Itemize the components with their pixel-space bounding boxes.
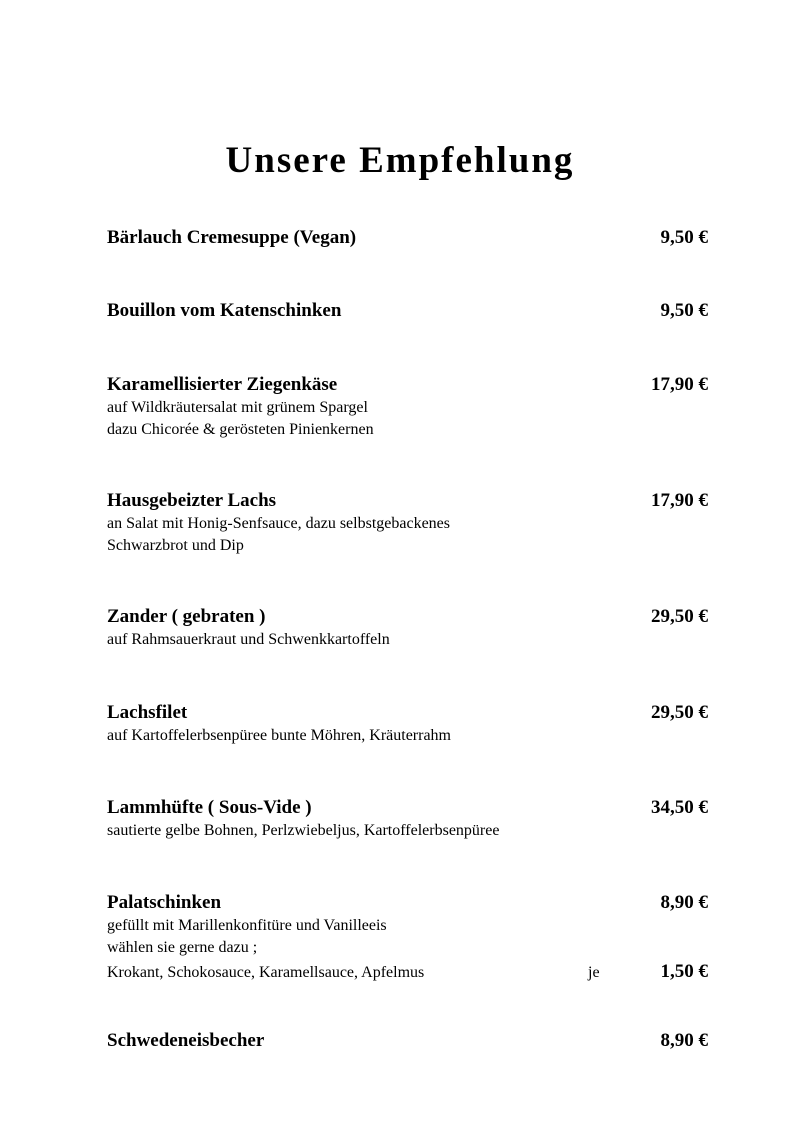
menu-item-name: Schwedeneisbecher [107, 1030, 265, 1051]
menu-item-extra-text: Krokant, Schokosauce, Karamellsauce, Apfelmus [107, 964, 425, 981]
menu-item-lachs [107, 489, 708, 557]
menu-item-name: Bouillon vom Katenschinken [107, 300, 342, 321]
menu-item-price: 17,90 € [651, 374, 708, 395]
menu-item-extra-price: 1,50 € [660, 961, 708, 982]
menu-item-price: 9,50 € [660, 300, 708, 321]
menu-item-extra [107, 960, 708, 984]
menu-item-description: auf Rahmsauerkraut und Schwenkkartoffeln [107, 631, 390, 648]
menu-item-price: 29,50 € [651, 606, 708, 627]
menu-item-price: 8,90 € [660, 1030, 708, 1051]
menu-item-extra-unit: je [588, 964, 600, 981]
menu-item-name: Hausgebeizter Lachs [107, 490, 277, 511]
menu-item-name: Lammhüfte ( Sous-Vide ) [107, 797, 312, 818]
menu-item-name: Lachsfilet [107, 702, 188, 723]
menu-item-description: auf Kartoffelerbsenpüree bunte Möhren, Kräuterrahm [107, 727, 451, 744]
menu-item-palatschinken [107, 891, 708, 984]
menu-item-price: 34,50 € [651, 797, 708, 818]
menu-item-name: Karamellisierter Ziegenkäse [107, 374, 338, 395]
menu-item-description: gefüllt mit Marillenkonfitüre und Vanilleeis [107, 917, 387, 934]
menu-item-name: Palatschinken [107, 892, 222, 913]
page-title: Unsere Empfehlung [225, 140, 575, 181]
menu-item-name: Bärlauch Cremesuppe (Vegan) [107, 227, 357, 248]
menu-item-description: auf Wildkräutersalat mit grünem Spargel [107, 399, 368, 416]
menu-item-lammhuefte [107, 796, 708, 842]
menu-item-description: dazu Chicorée & gerösteten Pinienkernen [107, 421, 374, 438]
menu-item-lachsfilet [107, 701, 708, 747]
menu-item-price: 17,90 € [651, 490, 708, 511]
menu-item-name: Zander ( gebraten ) [107, 606, 266, 627]
menu-item-bouillon [107, 299, 708, 323]
menu-item-ziegenkaese [107, 373, 708, 441]
menu-item-price: 29,50 € [651, 702, 708, 723]
menu-item-zander [107, 605, 708, 651]
menu-item-description: Schwarzbrot und Dip [107, 537, 244, 554]
menu-item-description: an Salat mit Honig-Senfsauce, dazu selbstgebackenes [107, 515, 450, 532]
menu-item-description: wählen sie gerne dazu ; [107, 939, 258, 956]
menu-item-description: sautierte gelbe Bohnen, Perlzwiebeljus, Kartoffelerbsenpüree [107, 822, 500, 839]
menu-item-baerlauch-cremesuppe [107, 226, 708, 250]
menu-item-price: 9,50 € [660, 227, 708, 248]
menu-item-price: 8,90 € [660, 892, 708, 913]
menu-item-schwedeneisbecher [107, 1029, 708, 1053]
